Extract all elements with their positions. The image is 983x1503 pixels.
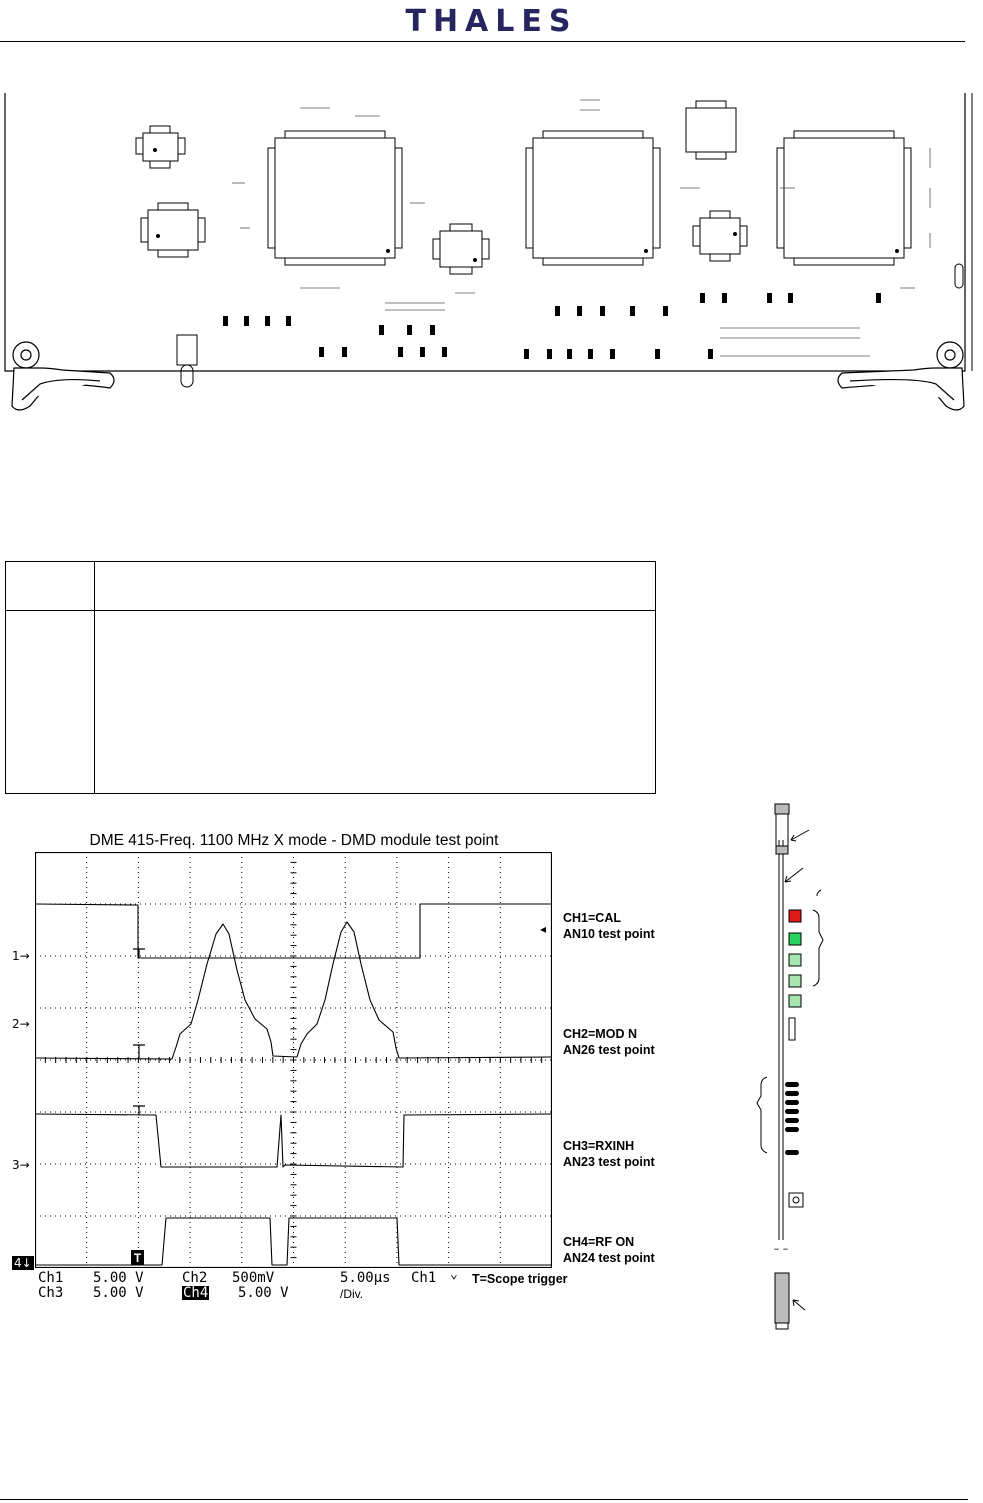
panel-break-mark: – – (773, 1242, 789, 1255)
ch1-reference-arrow: ◂ (540, 922, 547, 936)
table-header-divider (6, 610, 655, 611)
front-panel-led (789, 933, 801, 945)
ch3-status-label: Ch3 (38, 1285, 64, 1301)
ch3-marker: 3→ (12, 1158, 30, 1172)
ch3-label: CH3=RXINH AN23 test point (563, 1139, 655, 1169)
trigger-slope-icon: ⌄ (450, 1267, 458, 1282)
ch1-status-scale: 5.00 V (93, 1270, 144, 1286)
ch2-label: CH2=MOD N AN26 test point (563, 1027, 655, 1057)
ch2-status-scale: 500mV (232, 1270, 275, 1286)
front-panel-led (789, 975, 801, 987)
ch2-status-label: Ch2 (182, 1270, 208, 1286)
ch4-status-label: Ch4 (183, 1285, 209, 1301)
header-rule (0, 41, 965, 42)
ch1-marker: 1→ (12, 949, 30, 963)
front-panel-led (789, 954, 801, 966)
trigger-marker: T (133, 1251, 142, 1265)
footer-rule (0, 1499, 968, 1500)
ejector-handle-right (838, 342, 964, 410)
ch4-marker: 4↓ (14, 1256, 32, 1270)
empty-table (5, 561, 656, 794)
front-panel-led (789, 910, 801, 922)
ch1-label: CH1=CAL AN10 test point (563, 911, 655, 941)
oscilloscope-screen (35, 852, 552, 1268)
table-column-divider (94, 562, 95, 793)
ch4-label: CH4=RF ON AN24 test point (563, 1235, 655, 1265)
front-panel-led (789, 995, 801, 1007)
timebase: 5.00µs (340, 1270, 391, 1286)
trigger-note: T=Scope trigger (472, 1272, 568, 1286)
scope-title: DME 415-Freq. 1100 MHz X mode - DMD module test point (89, 832, 499, 849)
trigger-source: Ch1 (411, 1270, 437, 1286)
ch2-marker: 2→ (12, 1017, 30, 1031)
ch4-status-scale: 5.00 V (238, 1285, 289, 1301)
timebase-unit: /Div. (340, 1287, 364, 1301)
thales-logo: THALES (405, 4, 578, 39)
ch1-status-label: Ch1 (38, 1270, 64, 1286)
front-panel-side-view (745, 800, 825, 1335)
ch3-status-scale: 5.00 V (93, 1285, 144, 1301)
ejector-handle-left (12, 342, 114, 410)
pcb-board-drawing (0, 88, 983, 423)
